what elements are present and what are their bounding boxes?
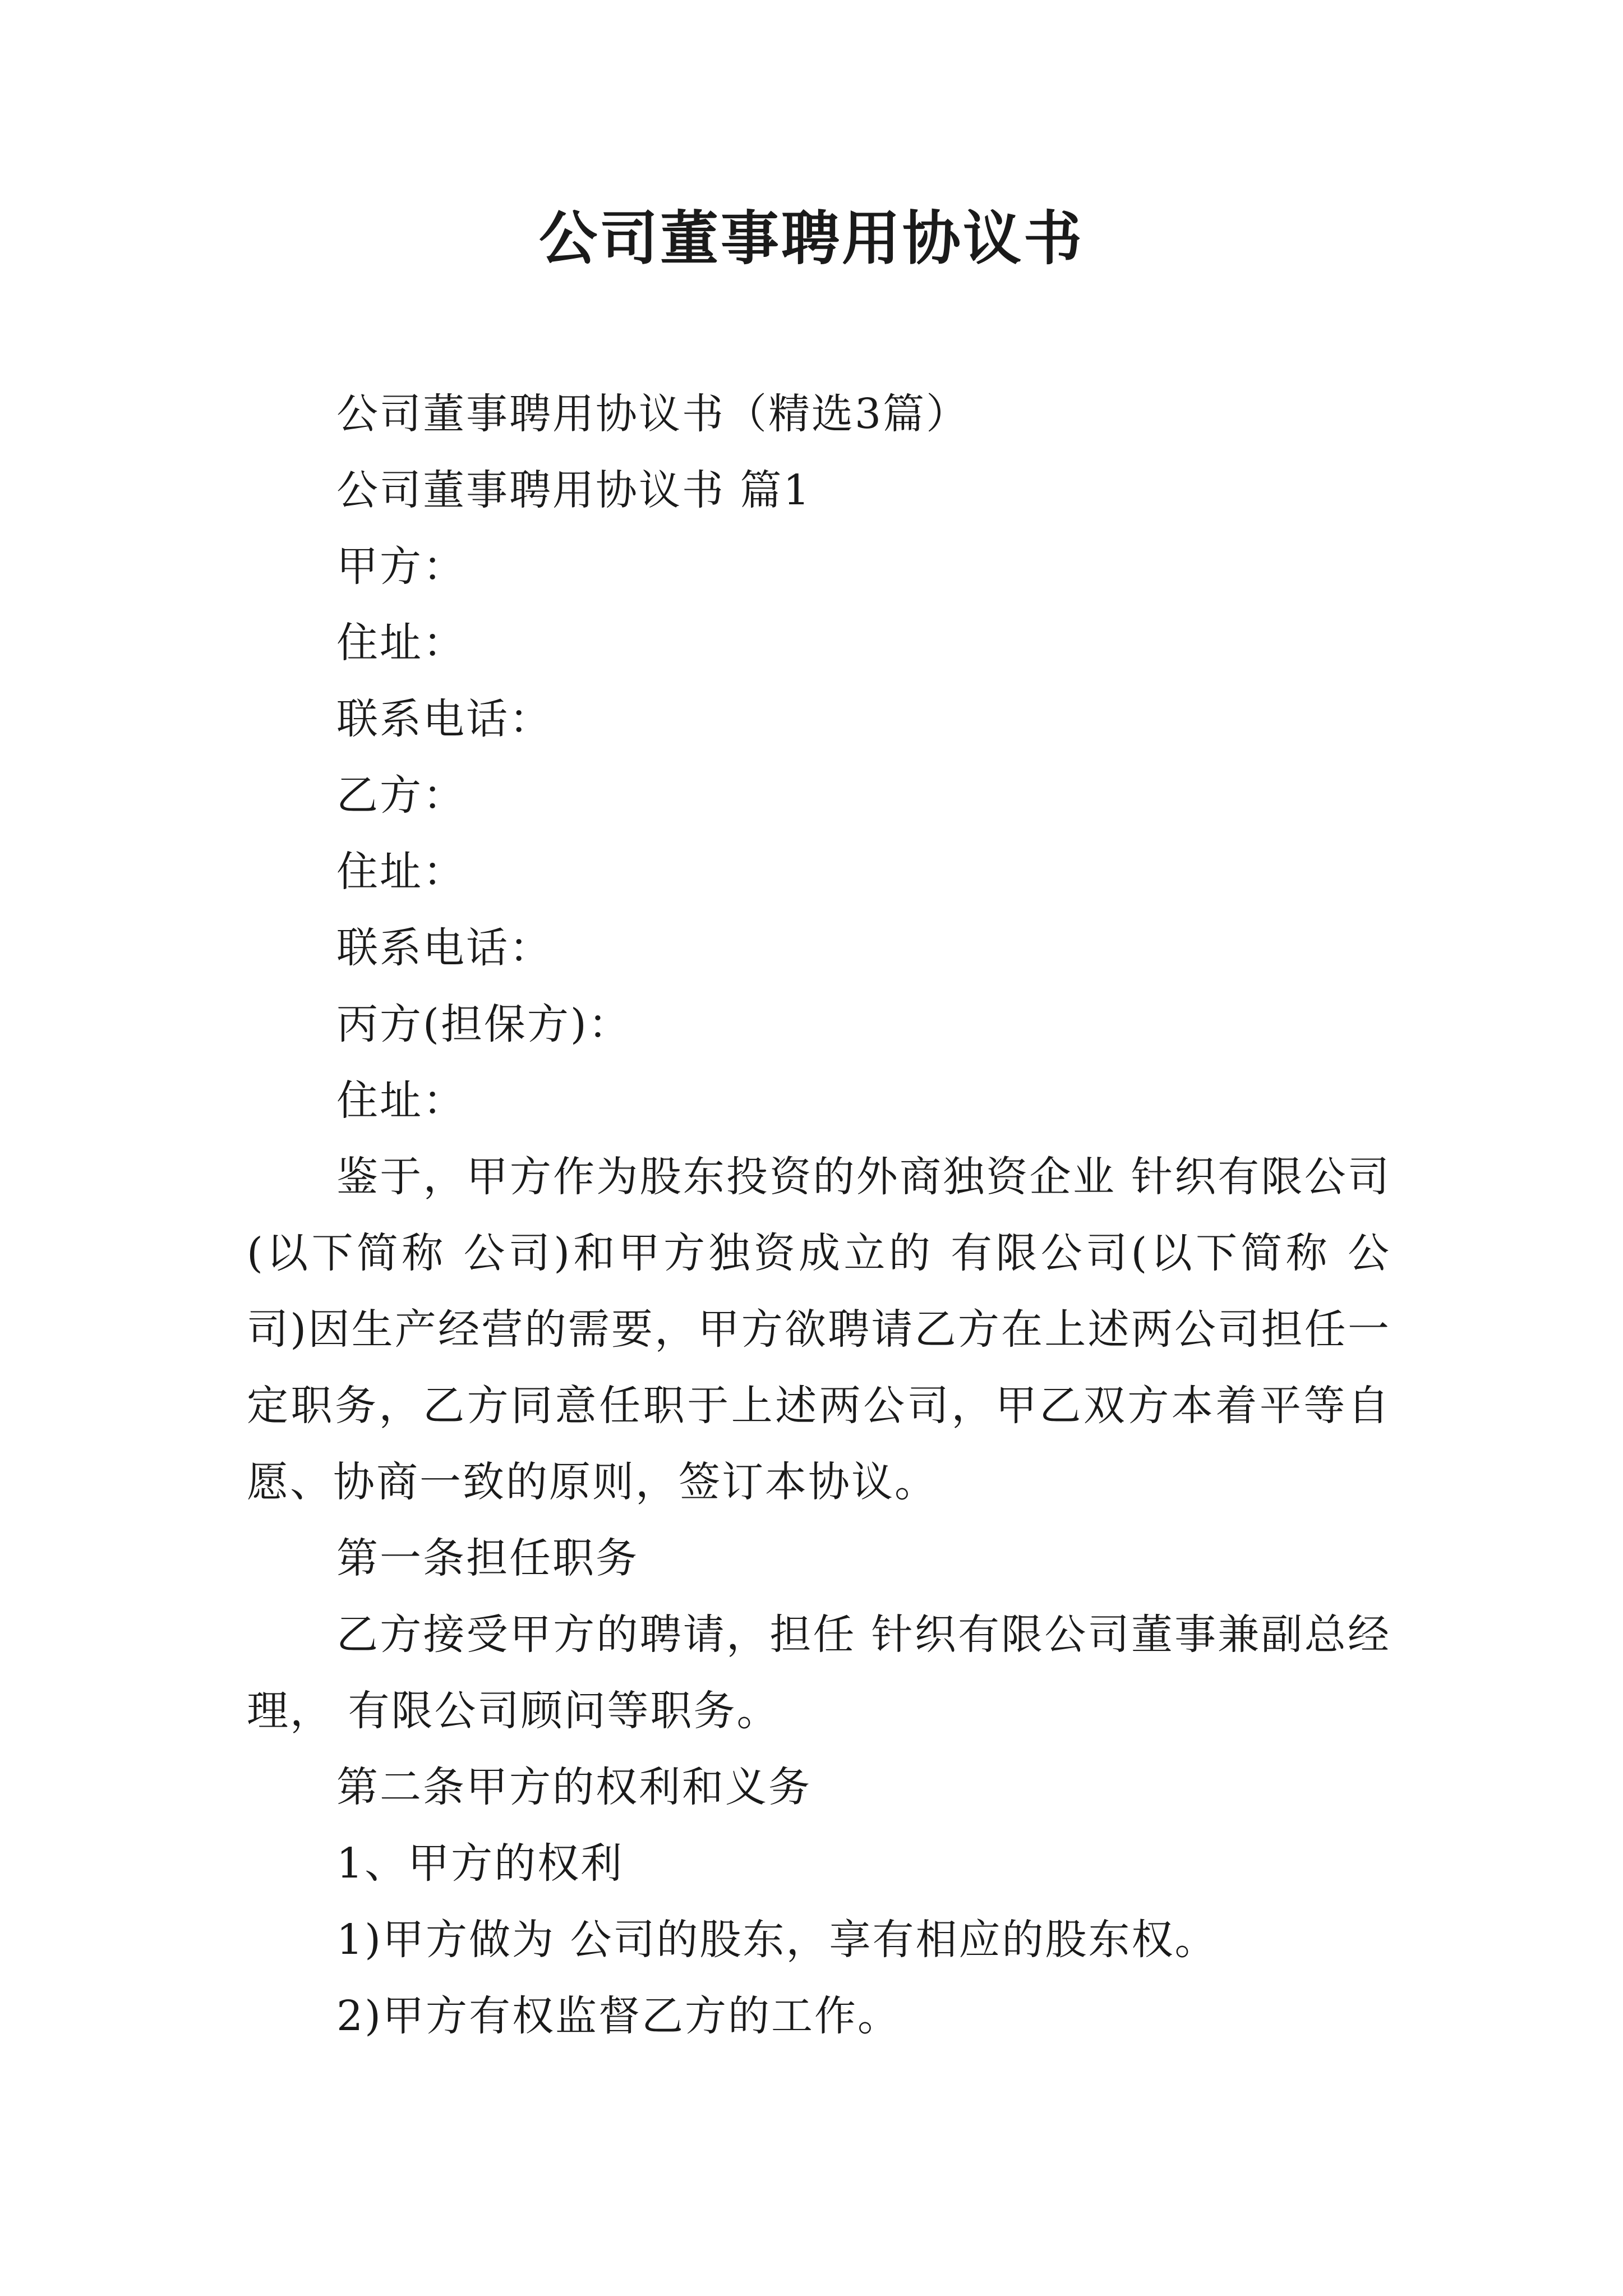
paragraph-party-a: 甲方： [336, 542, 466, 591]
paragraph-party-c: 丙方(担保方)： [336, 1000, 631, 1048]
paragraph-party-b: 乙方： [336, 771, 466, 820]
paragraph-article-1-body: 乙方接受甲方的聘请，担任 针织有限公司董事兼副总经理， 有限公司顾问等职务。 [247, 1611, 1391, 1735]
paragraph-article-2-heading: 第二条甲方的权利和义务 [336, 1763, 811, 1811]
paragraph-party-a-phone: 联系电话： [336, 695, 552, 743]
paragraph-section-heading: 公司董事聘用协议书 篇1 [336, 466, 811, 514]
document-body [247, 376, 1391, 2054]
paragraph-preamble: 鉴于，甲方作为股东投资的外商独资企业 针织有限公司(以下简称 公司)和甲方独资成立的 有限公司(以下简称 公司)因生产经营的需要，甲方欲聘请乙方在上述两公司担任一定职务，乙方同意任职于上述两公司，甲乙双方本着平等自愿、协商一致的原则，签订本协议。 [247, 1153, 1391, 1506]
paragraph-party-a-address: 住址： [336, 619, 466, 667]
paragraph-party-c-address: 住址： [336, 1076, 466, 1125]
paragraph-party-b-address: 住址： [336, 848, 466, 896]
paragraph-subtitle: 公司董事聘用协议书（精选3篇） [336, 390, 970, 438]
paragraph-article-2-item-1-1: 1)甲方做为 公司的股东，享有相应的股东权。 [336, 1916, 1218, 1964]
paragraph-article-2-item-1: 1、甲方的权利 [336, 1839, 624, 1888]
paragraph-article-2-item-1-2: 2)甲方有权监督乙方的工作。 [336, 1992, 901, 2040]
paragraph-party-b-phone: 联系电话： [336, 924, 552, 972]
paragraph-article-1-heading: 第一条担任职务 [336, 1534, 639, 1582]
document-title: 公司董事聘用协议书 [538, 204, 1084, 273]
